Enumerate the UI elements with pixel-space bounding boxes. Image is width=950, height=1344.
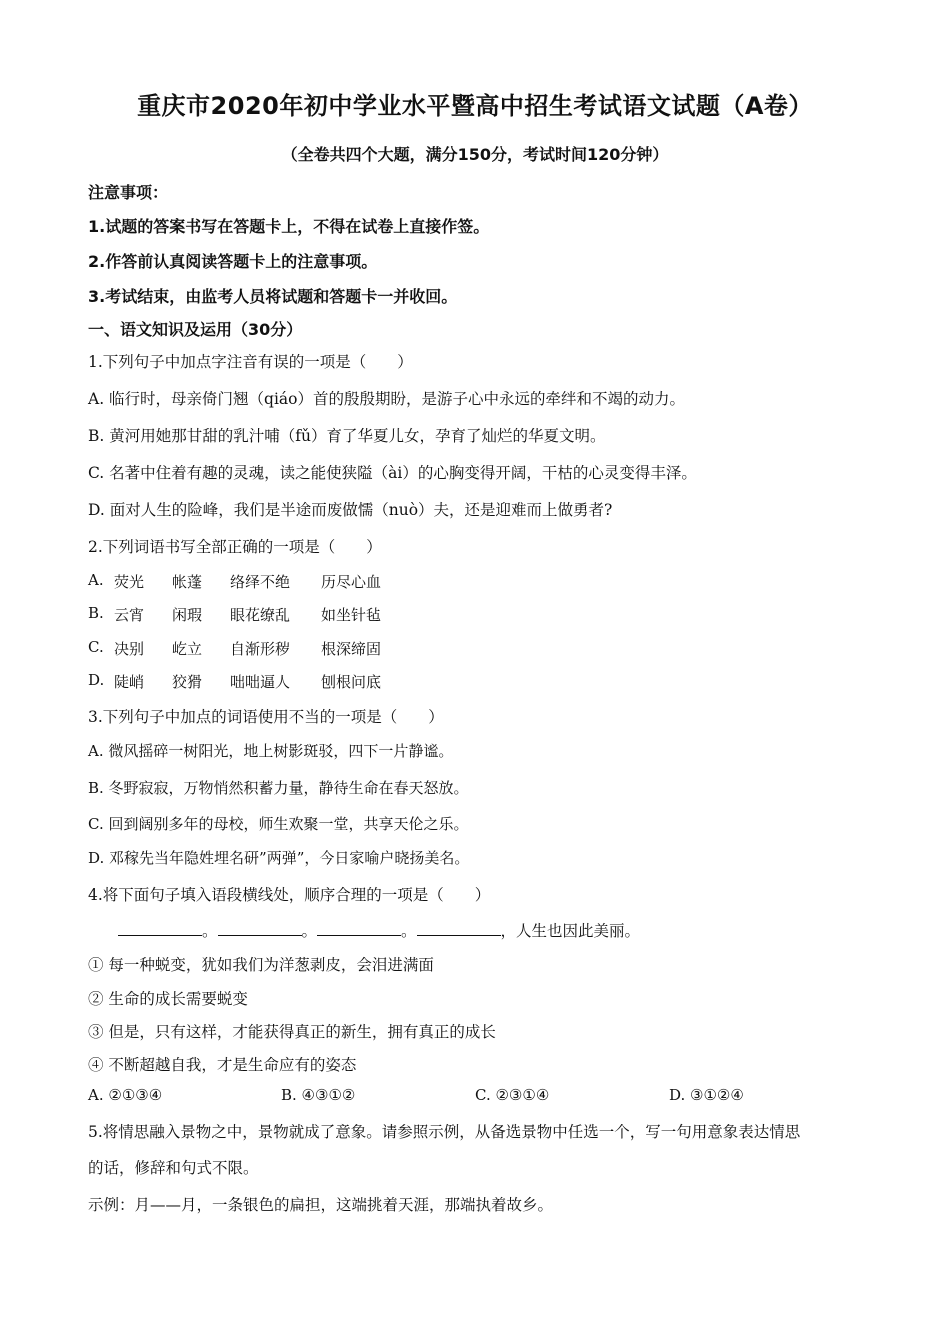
choice-a: A. ②①③④ <box>88 1086 163 1104</box>
choice-c: C. ②③①④ <box>475 1086 550 1104</box>
option-word: 咄咄逼人 <box>230 673 291 691</box>
question-3-option-d: D. 邓稼先当年隐姓埋名研”两弹”，今日家喻户晓扬美名。 <box>88 849 470 867</box>
notice-heading: 注意事项： <box>88 183 169 202</box>
notice-item: 3.考试结束，由监考人员将试题和答题卡一并收回。 <box>88 287 458 306</box>
option-word: 陡峭 <box>114 673 145 691</box>
question-1-option-a: A. 临行时，母亲倚门翘（qiáo）首的殷殷期盼，是游子心中永远的牵绊和不竭的动力。 <box>88 390 686 408</box>
option-word: 眼花缭乱 <box>230 606 291 624</box>
question-3-option-a: A. 微风摇碎一树阳光，地上树影斑驳，四下一片静谧。 <box>88 742 454 760</box>
page-subtitle: （全卷共四个大题，满分150分，考试时间120分钟） <box>281 145 669 164</box>
question-4-stem: 4.将下面句子填入语段横线处，顺序合理的一项是（ ） <box>88 886 491 904</box>
page-title: 重庆市2020年初中学业水平暨高中招生考试语文试题（A卷） <box>137 92 813 120</box>
question-1-option-c: C. 名著中住着有趣的灵魂，读之能使狭隘（ài）的心胸变得开阔，干枯的心灵变得丰泽。 <box>88 464 697 482</box>
question-4-sentence: ④ 不断超越自我，才是生命应有的姿态 <box>88 1056 357 1074</box>
question-4-sentence: ③ 但是，只有这样，才能获得真正的新生，拥有真正的成长 <box>88 1023 496 1041</box>
option-word: 历尽心血 <box>321 573 382 591</box>
option-word: 刨根问底 <box>321 673 382 691</box>
question-3-stem: 3.下列句子中加点的词语使用不当的一项是（ ） <box>88 708 444 726</box>
choice-d: D. ③①②④ <box>669 1086 744 1104</box>
question-5-stem: 5.将情思融入景物之中，景物就成了意象。请参照示例，从备选景物中任选一个，写一句用意象表达情思 <box>88 1123 801 1141</box>
option-letter: A. <box>88 571 104 589</box>
option-letter: B. <box>88 604 104 622</box>
notice-item: 2.作答前认真阅读答题卡上的注意事项。 <box>88 252 378 271</box>
question-1-stem: 1.下列句子中加点字注音有误的一项是（ ） <box>88 353 413 371</box>
blank-separator: 。 <box>401 922 417 940</box>
question-1-option-b: B. 黄河用她那甘甜的乳汁哺（fǔ）育了华夏儿女，孕育了灿烂的华夏文明。 <box>88 427 606 445</box>
notice-item: 1.试题的答案书写在答题卡上，不得在试卷上直接作签。 <box>88 217 490 236</box>
option-word: 自渐形秽 <box>230 640 291 658</box>
blank-separator: 。 <box>202 922 218 940</box>
question-4-sentence: ② 生命的成长需要蜕变 <box>88 990 248 1008</box>
question-4-sentence: ① 每一种蜕变，犹如我们为洋葱剥皮，会泪进满面 <box>88 956 434 974</box>
blank-line[interactable] <box>317 921 401 936</box>
blank-line[interactable] <box>118 921 202 936</box>
option-letter: D. <box>88 671 105 689</box>
blank-tail: ，人生也因此美丽。 <box>500 922 641 940</box>
choice-b: B. ④③①② <box>281 1086 356 1104</box>
option-word: 狡猾 <box>172 673 203 691</box>
blank-separator: 。 <box>301 922 318 940</box>
question-3-option-b: B. 冬野寂寂，万物悄然积蓄力量，静待生命在春天怒放。 <box>88 779 469 797</box>
question-1-option-d: D. 面对人生的险峰，我们是半途而废做懦（nuò）夫，还是迎难而上做勇者? <box>88 501 613 519</box>
blank-line[interactable] <box>218 921 302 936</box>
fill-in-blanks <box>118 919 640 941</box>
option-letter: C. <box>88 638 104 656</box>
option-word: 闲瑕 <box>172 606 203 624</box>
option-word: 如坐针毡 <box>321 606 382 624</box>
option-word: 荧光 <box>114 573 145 591</box>
question-5-example: 示例：月——月，一条银色的扁担，这端挑着天涯，那端执着故乡。 <box>88 1196 554 1214</box>
option-word: 屹立 <box>172 640 203 658</box>
question-5-stem-cont: 的话，修辞和句式不限。 <box>88 1159 259 1177</box>
option-word: 络绎不绝 <box>230 573 291 591</box>
blank-line[interactable] <box>417 921 501 936</box>
option-word: 帐蓬 <box>172 573 203 591</box>
option-word: 云宵 <box>114 606 145 624</box>
option-word: 根深缔固 <box>321 640 382 658</box>
question-3-option-c: C. 回到阔别多年的母校，师生欢聚一堂，共享天伦之乐。 <box>88 815 469 833</box>
section-heading: 一、语文知识及运用（30分） <box>88 320 303 339</box>
question-2-stem: 2.下列词语书写全部正确的一项是（ ） <box>88 538 382 556</box>
option-word: 决别 <box>114 640 145 658</box>
